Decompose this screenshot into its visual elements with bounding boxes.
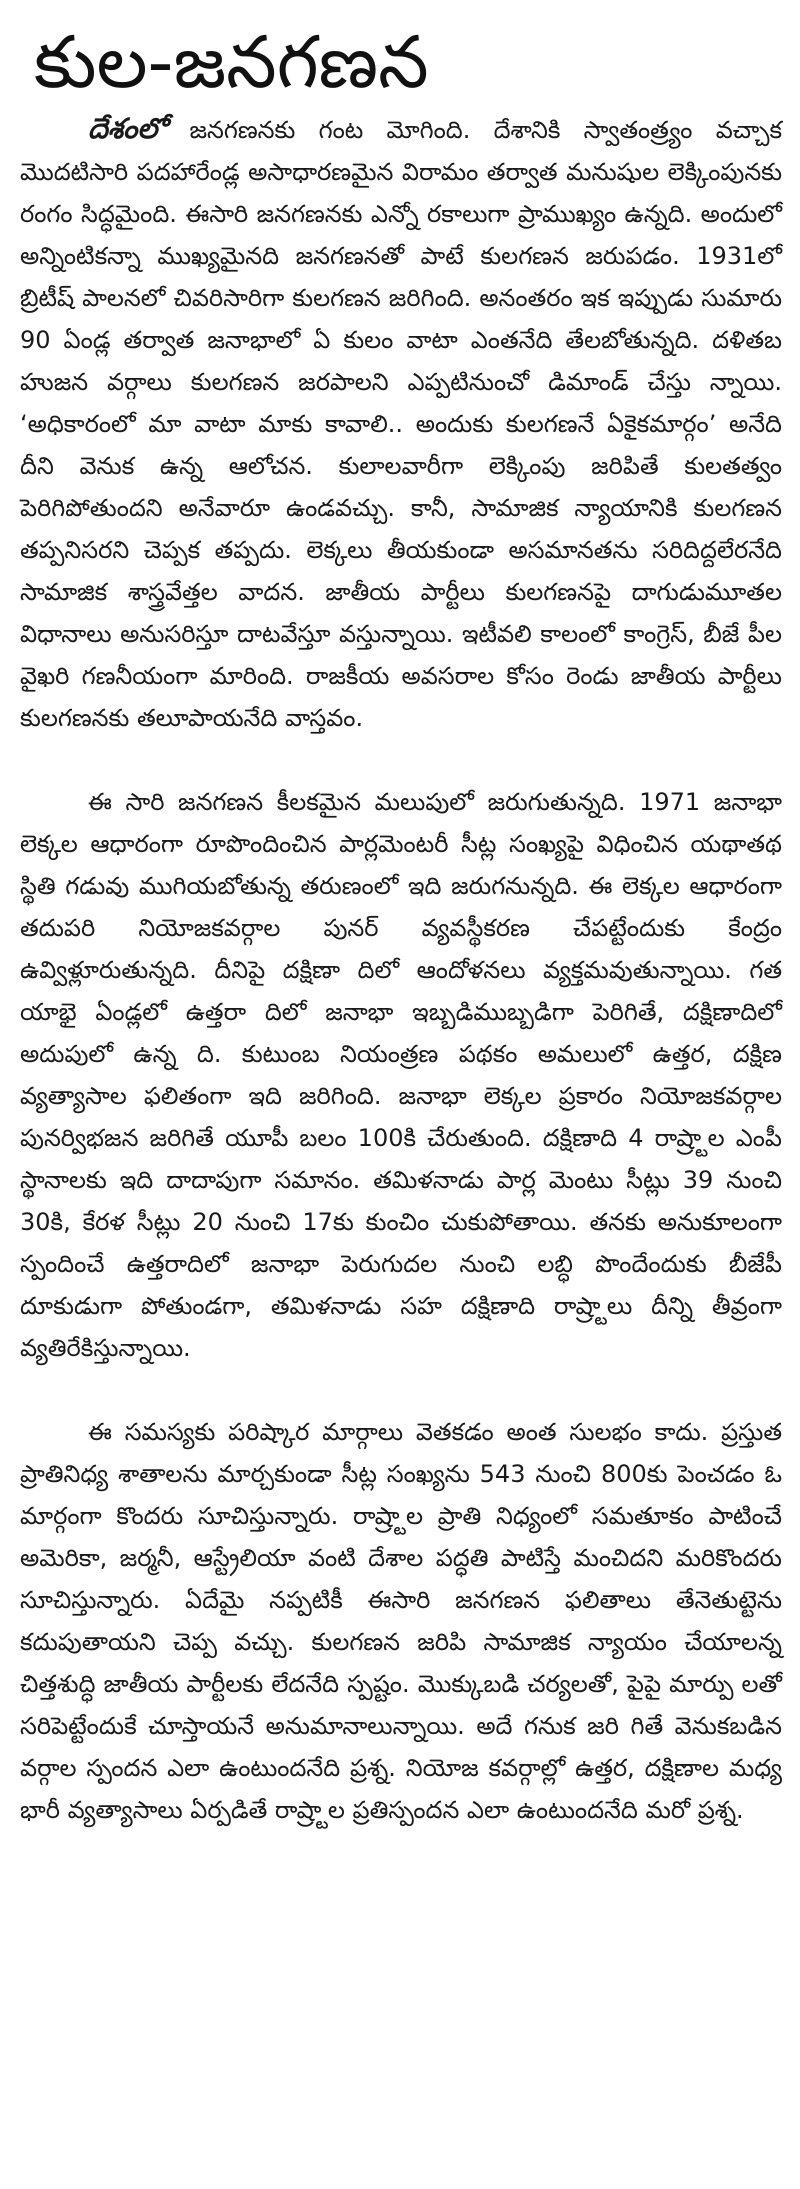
article-body [20, 108, 782, 1831]
paragraph-3-text: ఈ సమస్యకు పరిష్కార మార్గాలు వెతకడం అంత సులభం కాదు. ప్రస్తుత ప్రాతినిధ్య శాతాలను మార్చకుండా సీట్ల సంఖ్యను 543 నుంచి 800కు పెంచడం ఓ మార్గంగా కొందరు సూచిస్తున్నారు. రాష్ర్టాల ప్రాతి నిధ్యంలో సమతూకం పాటించే అమెరికా, జర్మనీ, ఆస్ట్రేలియా వంటి దేశాల పద్ధతి పాటిస్తే మంచిదని మరికొందరు సూచిస్తున్నారు. ఏదేమై నప్పటికీ ఈసారి జనగణన ఫలితాలు తేనెతుట్టెను కదుపుతాయని చెప్ప వచ్చు. కులగణన జరిపి సామాజిక న్యాయం చేయాలన్న చిత్తశుద్ధి జాతీయ పార్టీలకు లేదనేది స్పష్టం. మొక్కుబడి చర్యలతో, పైపై మార్పు లతో సరిపెట్టేందుకే చూస్తాయనే అనుమానాలున్నాయి. అదే గనుక జరి గితే వెనుకబడిన వర్గాల స్పందన ఎలా ఉంటుందనేది ప్రశ్న. నియోజ కవర్గాల్లో ఉత్తర, దక్షిణాల మధ్య భారీ వ్యత్యాసాలు ఏర్పడితే రాష్ర్టాల ప్రతిస్పందన ఎలా ఉంటుందనేది మరో ప్రశ్న. [20, 1418, 782, 1824]
paragraph-1-text: జనగణనకు గంట మోగింది. దేశానికి స్వాతంత్ర్యం వచ్చాక మొదటిసారి పదహారేండ్ల అసాధారణమైన విరామం తర్వాత మనుషుల లెక్కింపునకు రంగం సిద్ధమైంది. ఈసారి జనగణనకు ఎన్నో రకాలుగా ప్రాముఖ్యం ఉన్నది. అందులో అన్నింటికన్నా ముఖ్యమైనది జనగణనతో పాటే కులగణన జరుపడం. 1931లో బ్రిటీష్ పాలనలో చివరిసారిగా కులగణన జరిగింది. అనంతరం ఇక ఇప్పుడు సుమారు 90 ఏండ్ల తర్వాత జనాభాలో ఏ కులం వాటా ఎంతనేది తేలబోతున్నది. దళితబ హుజన వర్గాలు కులగణన జరపాలని ఎప్పటినుంచో డిమాండ్ చేస్తు న్నాయి. ‘అధికారంలో మా వాటా మాకు కావాలి.. అందుకు కులగణనే ఏకైకమార్గం’ అనేది దీని వెనుక ఉన్న ఆలోచన. కులాలవారీగా లెక్కింపు జరిపితే కులతత్వం పెరిగిపోతుందని అనేవారూ ఉండవచ్చు. కానీ, సామాజిక న్యాయానికి కులగణన తప్పనిసరని చెప్పక తప్పదు. లెక్కలు తీయకుండా అసమానతను సరిదిద్దలేరనేది సామాజిక శాస్త్రవేత్తల వాదన. జాతీయ పార్టీలు కులగణనపై దాగుడుమూతల విధానాలు అనుసరిస్తూ దాటవేస్తూ వస్తున్నాయి. ఇటీవలి కాలంలో కాంగ్రెస్, బీజే పీల వైఖరి గణనీయంగా మారింది. రాజకీయ అవసరాల కోసం రెండు జాతీయ పార్టీలు కులగణనకు తలూపాయనేది వాస్తవం. [20, 116, 782, 732]
paragraph-3 [20, 1411, 782, 1831]
paragraph-1 [20, 108, 782, 739]
lead-word: దేశంలో [88, 112, 167, 145]
headline: కుల-జనగణన [34, 20, 429, 104]
paragraph-2-text: ఈ సారి జనగణన కీలకమైన మలుపులో జరుగుతున్నది. 1971 జనాభా లెక్కల ఆధారంగా రూపొందించిన పార్లమెంటరీ సీట్ల సంఖ్యపై విధించిన యథాతథ స్థితి గడువు ముగియబోతున్న తరుణంలో ఇది జరుగనున్నది. ఈ లెక్కల ఆధారంగా తదుపరి నియోజకవర్గాల పునర్ వ్యవస్థీకరణ చేపట్టేందుకు కేంద్రం ఉవ్విళ్లూరుతున్నది. దీనిపై దక్షిణా దిలో ఆందోళనలు వ్యక్తమవుతున్నాయి. గత యాభై ఏండ్లలో ఉత్తరా దిలో జనాభా ఇబ్బడిముబ్బడిగా పెరిగితే, దక్షిణాదిలో అదుపులో ఉన్న ది. కుటుంబ నియంత్రణ పథకం అమలులో ఉత్తర, దక్షిణ వ్యత్యాసాల ఫలితంగా ఇది జరిగింది. జనాభా లెక్కల ప్రకారం నియోజకవర్గాల పునర్విభజన జరిగితే యూపీ బలం 100కి చేరుతుంది. దక్షిణాది 4 రాష్ర్టాల ఎంపీ స్థానాలకు ఇది దాదాపుగా సమానం. తమిళనాడు పార్ల మెంటు సీట్లు 39 నుంచి 30కి, కేరళ సీట్లు 20 నుంచి 17కు కుంచిం చుకుపోతాయి. తనకు అనుకూలంగా స్పందించే ఉత్తరాదిలో జనాభా పెరుగుదల నుంచి లబ్ధి పొందేందుకు బీజేపీ దూకుడుగా పోతుండగా, తమిళనాడు సహ దక్షిణాది రాష్ర్టాలు దీన్ని తీవ్రంగా వ్యతిరేకిస్తున్నాయి. [20, 788, 782, 1362]
paragraph-2 [20, 781, 782, 1369]
